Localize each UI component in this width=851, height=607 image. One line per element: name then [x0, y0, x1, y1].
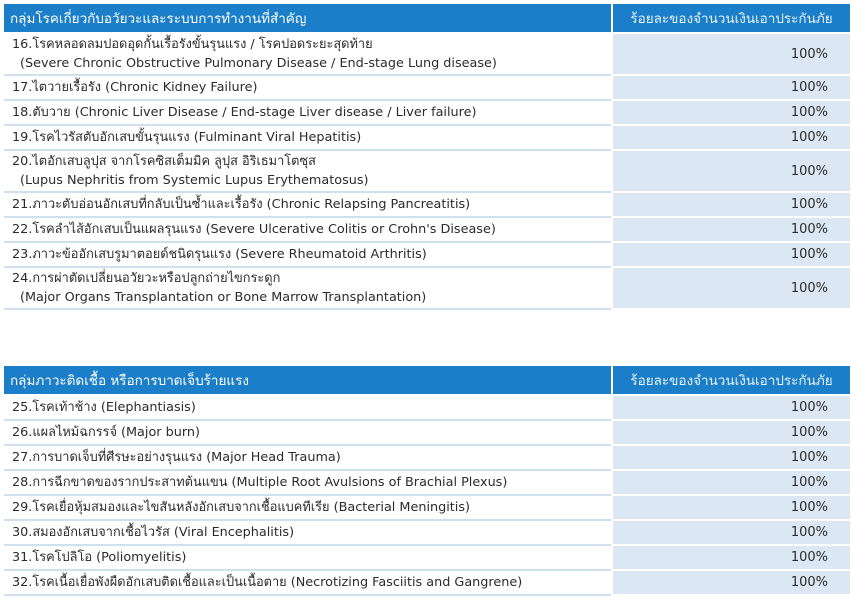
coverage-percent: 100%: [611, 34, 850, 76]
disease-name: 25.โรคเท้าช้าง (Elephantiasis): [4, 396, 611, 421]
disease-name: 18.ตับวาย (Chronic Liver Disease / End-stage Liver disease / Liver failure): [4, 101, 611, 126]
disease-name: 30.สมองอักเสบจากเชื้อไวรัส (Viral Encephalitis): [4, 521, 611, 546]
disease-name: 17.ไตวายเรื้อรัง (Chronic Kidney Failure): [4, 76, 611, 101]
coverage-percent: 100%: [611, 546, 850, 571]
table-row: [4, 218, 850, 243]
coverage-percent: 100%: [611, 571, 850, 596]
table-row: [4, 101, 850, 126]
coverage-percent: 100%: [611, 101, 850, 126]
disease-name: 31.โรคโปลิโอ (Poliomyelitis): [4, 546, 611, 571]
coverage-percent: 100%: [611, 193, 850, 218]
disease-name: 21.ภาวะตับอ่อนอักเสบที่กลับเป็นซ้ำและเรื้อรัง (Chronic Relapsing Pancreatitis): [4, 193, 611, 218]
coverage-percent: 100%: [611, 421, 850, 446]
coverage-column-header: ร้อยละของจำนวนเงินเอาประกันภัย: [611, 4, 850, 34]
table-row: [4, 193, 850, 218]
disease-name: 29.โรคเยื่อหุ้มสมองและไขสันหลังอักเสบจากเชื้อแบคทีเรีย (Bacterial Meningitis): [4, 496, 611, 521]
table-row: [4, 471, 850, 496]
coverage-percent: 100%: [611, 471, 850, 496]
table-row: [4, 126, 850, 151]
disease-name: 20.ไตอักเสบลูปุส จากโรคซิสเต็มมิค ลูปุส อิริเธมาโตซุส: [12, 154, 316, 169]
table-row: [4, 421, 850, 446]
disease-name: 27.การบาดเจ็บที่ศีรษะอย่างรุนแรง (Major Head Trauma): [4, 446, 611, 471]
table-row: [4, 446, 850, 471]
table-row: [4, 151, 850, 193]
coverage-percent: 100%: [611, 496, 850, 521]
coverage-percent: 100%: [611, 151, 850, 193]
disease-english: (Lupus Nephritis from Systemic Lupus Erythematosus): [20, 173, 369, 188]
disease-name: 22.โรคลำไส้อักเสบเป็นแผลรุนแรง (Severe Ulcerative Colitis or Crohn's Disease): [4, 218, 611, 243]
coverage-column-header: ร้อยละของจำนวนเงินเอาประกันภัย: [611, 366, 850, 396]
infection-injury-table: [4, 366, 850, 596]
table-row: [4, 546, 850, 571]
table-row: [4, 496, 850, 521]
coverage-percent: 100%: [611, 243, 850, 268]
disease-english: (Major Organs Transplantation or Bone Marrow Transplantation): [20, 290, 427, 305]
organ-disease-table: [4, 4, 850, 310]
coverage-percent: 100%: [611, 126, 850, 151]
table-header-row: [4, 4, 850, 34]
disease-name: 32.โรคเนื้อเยื่อพังผืดอักเสบติดเชื้อและเป็นเนื้อตาย (Necrotizing Fasciitis and Gangrene): [4, 571, 611, 596]
table-row: [4, 76, 850, 101]
table-row: [4, 571, 850, 596]
coverage-percent: 100%: [611, 521, 850, 546]
table-row: [4, 243, 850, 268]
coverage-percent: 100%: [611, 396, 850, 421]
disease-name: 16.โรคหลอดลมปอดอุดกั้นเรื้อรังขั้นรุนแรง / โรคปอดระยะสุดท้าย: [12, 37, 373, 52]
table-row: [4, 268, 850, 310]
disease-name: 19.โรคไวรัสตับอักเสบขั้นรุนแรง (Fulminant Viral Hepatitis): [4, 126, 611, 151]
disease-cell: [4, 151, 611, 193]
coverage-percent: 100%: [611, 218, 850, 243]
disease-cell: [4, 268, 611, 310]
section-header: กลุ่มภาวะติดเชื้อ หรือการบาดเจ็บร้ายแรง: [4, 366, 611, 396]
section-header: กลุ่มโรคเกี่ยวกับอวัยวะและระบบการทำงานที่สำคัญ: [4, 4, 611, 34]
disease-name: 26.แผลไหม้ฉกรรจ์ (Major burn): [4, 421, 611, 446]
disease-name: 28.การฉีกขาดของรากประสาทต้นแขน (Multiple Root Avulsions of Brachial Plexus): [4, 471, 611, 496]
disease-name: 24.การผ่าตัดเปลี่ยนอวัยวะหรือปลูกถ่ายไขกระดูก: [12, 271, 281, 286]
table-row: [4, 34, 850, 76]
table-row: [4, 396, 850, 421]
coverage-percent: 100%: [611, 268, 850, 310]
disease-english: (Severe Chronic Obstructive Pulmonary Disease / End-stage Lung disease): [20, 56, 497, 71]
table-row: [4, 521, 850, 546]
coverage-percent: 100%: [611, 76, 850, 101]
disease-name: 23.ภาวะข้ออักเสบรูมาตอยด์ชนิดรุนแรง (Severe Rheumatoid Arthritis): [4, 243, 611, 268]
coverage-percent: 100%: [611, 446, 850, 471]
table-header-row: [4, 366, 850, 396]
disease-cell: [4, 34, 611, 76]
